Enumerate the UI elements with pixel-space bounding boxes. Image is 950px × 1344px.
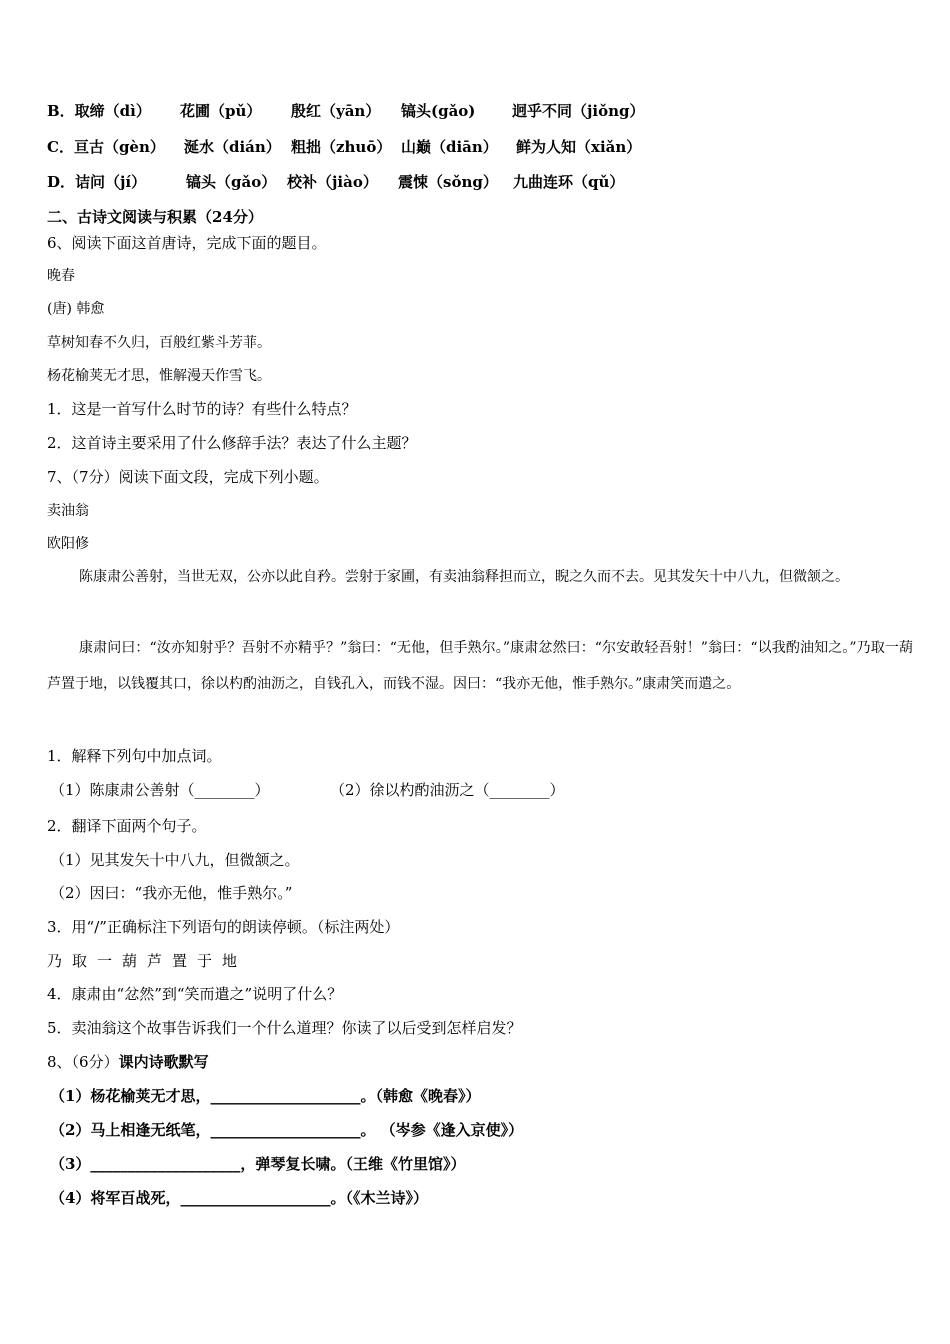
q7-sub-1b: （2）徐以杓酌油沥之（________） [330, 781, 565, 799]
q8-prompt [47, 1052, 209, 1072]
q6-sub-2: 2．这首诗主要采用了什么修辞手法？表达了什么主题？ [47, 434, 417, 452]
option-d-item-4: 震悚（sǒng） [398, 173, 498, 191]
q8-item-3: （3）____________________，弹琴复长啸。（王维《竹里馆》） [50, 1155, 466, 1173]
q8-prompt-title: 课内诗歌默写 [118, 1053, 209, 1071]
text-author: 欧阳修 [47, 536, 89, 552]
poem-title: 晚春 [47, 268, 75, 284]
q8-item-4: （4）将军百战死，____________________。（《木兰诗》） [50, 1189, 428, 1207]
option-b-item-4: 镐头(gǎo) [401, 102, 476, 120]
q8-prompt-number: 8、（6分） [47, 1053, 119, 1071]
q6-prompt: 6、阅读下面这首唐诗，完成下面的题目。 [47, 234, 327, 252]
option-d-item-2: 镐头（gǎo） [186, 173, 277, 191]
q7-sub-5: 5．卖油翁这个故事告诉我们一个什么道理？你读了以后受到怎样启发？ [47, 1019, 522, 1037]
q7-sub-1: 1．解释下列句中加点词。 [47, 747, 222, 765]
passage-paragraph-2: 康肃问曰：“汝亦知射乎？吾射不亦精乎？”翁曰：“无他，但手熟尔。”康肃忿然曰：“尔安敢轻吾射！”翁曰：“以我酌油知之。”乃取一葫芦置于地，以钱覆其口，徐以杓酌油沥之，自钱孔入，而钱不湿。因曰：“我亦无他，惟手熟尔。”康肃笑而遣之。 [47, 640, 913, 692]
option-b-item-1: B．取缔（dì） [47, 102, 151, 120]
q7-sub-1a: （1）陈康肃公善射（________） [50, 781, 270, 799]
section-title: 二、古诗文阅读与积累（24分） [47, 208, 263, 226]
option-c-item-3: 粗拙（zhuō） [291, 138, 392, 156]
q7-sub-3: 3．用“/”正确标注下列语句的朗读停顿。（标注两处） [47, 918, 400, 936]
option-c-item-2: 涎水（dián） [184, 138, 281, 156]
option-c-item-5: 鲜为人知（xiǎn） [516, 138, 642, 156]
q7-sub-2: 2．翻译下面两个句子。 [47, 817, 207, 835]
option-b-item-5: 迥乎不同（jiǒng） [512, 102, 645, 120]
option-d-item-5: 九曲连环（qǔ） [513, 173, 625, 191]
option-b-item-3: 殷红（yān） [291, 102, 381, 120]
q8-item-1: （1）杨花榆荚无才思，____________________。（韩愈《晚春》） [50, 1087, 481, 1105]
q6-sub-1: 1．这是一首写什么时节的诗？有些什么特点？ [47, 400, 357, 418]
poem-line-2: 杨花榆荚无才思，惟解漫天作雪飞。 [47, 368, 271, 384]
text-title: 卖油翁 [47, 503, 89, 519]
q8-item-2: （2）马上相逢无纸笔，____________________。 （岑参《逢入京使》） [50, 1121, 524, 1139]
poem-author: (唐) 韩愈 [47, 301, 105, 317]
passage-paragraph-1: 陈康肃公善射，当世无双，公亦以此自矜。尝射于家圃，有卖油翁释担而立，睨之久而不去。见其发矢十中八九，但微颔之。 [79, 569, 849, 585]
q7-sub-2b: （2）因曰：“我亦无他，惟手熟尔。” [50, 884, 293, 902]
option-c-item-1: C．亘古（gèn） [47, 138, 165, 156]
q7-sub-2a: （1）见其发矢十中八九，但微颔之。 [50, 851, 300, 869]
option-b-item-2: 花圃（pǔ） [180, 102, 262, 120]
option-d-item-3: 校补（jiào） [287, 173, 378, 191]
q7-sub-3-text: 乃取一葫芦置于地 [47, 952, 248, 970]
q7-prompt: 7、（7分）阅读下面文段，完成下列小题。 [47, 468, 329, 486]
option-d-item-1: D．诘问（jí） [47, 173, 147, 191]
poem-line-1: 草树知春不久归，百般红紫斗芳菲。 [47, 335, 271, 351]
q7-sub-4: 4．康肃由“忿然”到“笑而遣之”说明了什么？ [47, 985, 343, 1003]
option-c-item-4: 山巅（diān） [401, 138, 498, 156]
